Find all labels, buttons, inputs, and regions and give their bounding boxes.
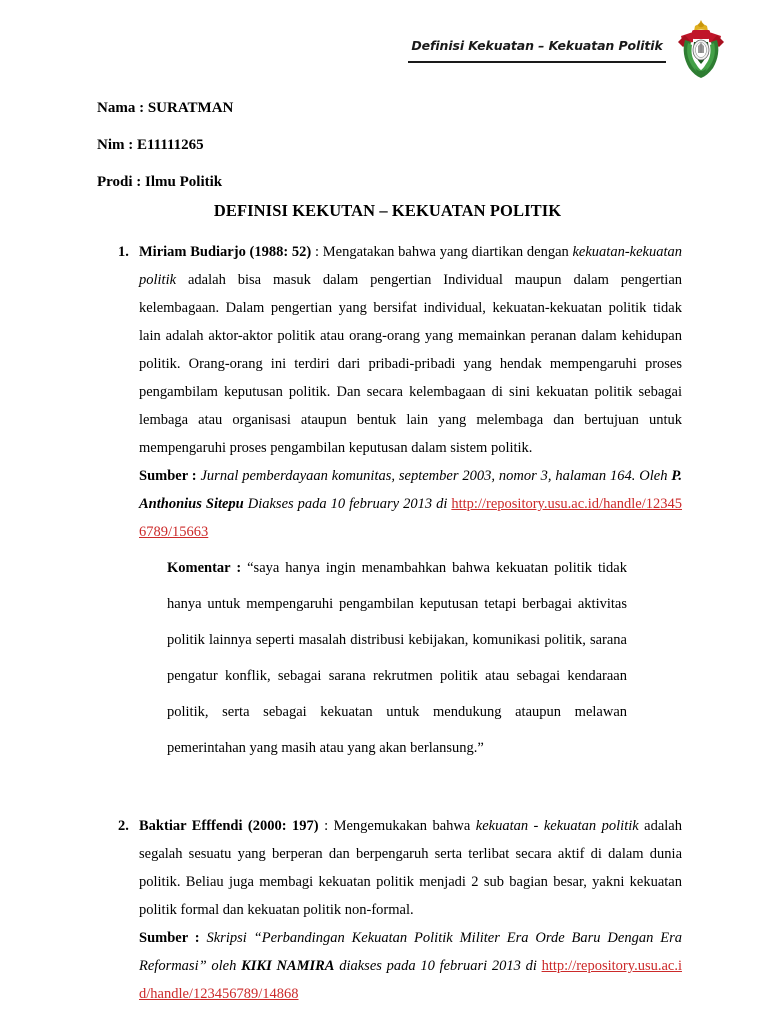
identity-nim: Nim : E11111265 (97, 137, 204, 153)
entry-1-source-label: Sumber (139, 468, 188, 484)
entry-1-marker: 1. (118, 244, 129, 260)
entry-1-emphasis: kekuatan-kekuatan politik (139, 244, 682, 288)
entry-2-source-text-b: diakses pada 10 februari 2013 di (334, 958, 542, 974)
entry-2-source-author: KIKI NAMIRA (241, 958, 335, 974)
entry-2-text-a: Mengemukakan bahwa (333, 818, 476, 834)
entry-1-source-author: P. Anthonius Sitepu (139, 468, 682, 512)
entry-2-paragraph (139, 812, 682, 924)
entry-1-comment-label: Komentar (167, 560, 231, 576)
entry-2 (97, 812, 682, 1008)
entry-1-body (139, 238, 682, 766)
entry-1-source (139, 462, 682, 546)
entry-2-colon: : (318, 818, 334, 834)
entry-1-paragraph (139, 238, 682, 462)
entry-1-text-a: Mengatakan bahwa yang diartikan dengan (322, 244, 573, 260)
identity-prodi: Prodi : Ilmu Politik (97, 174, 223, 190)
identity-nama: Nama : SURATMAN (97, 100, 234, 116)
entry-1-text-b: adalah bisa masuk dalam pengertian Individual maupun dalam pengertian kelembagaan. Dalam pengertian yang bersifat individual, kekuatan-kekuatan politik tidak lain adalah aktor-aktor politik atau orang-orang yang memainkan peranan dalam kehidupan politik. Orang-orang ini terdiri dari pribadi-pribadi yang hendak mempengaruhi proses pengambilam keputusan politik. Dan secara kelembagaan di sini kekuatan politik sebagai lembaga atau organisasi ataupun bentuk lain yang melembaga dan bertujuan untuk mempengaruhi proses pengambilan keputusan dalam sistem politik. (139, 272, 682, 456)
entry-2-author: Baktiar Efffendi (2000: 197) (139, 818, 319, 834)
entry-2-source-label: Sumber (139, 930, 188, 946)
entry-1-source-text-b: Diakses pada 10 february 2013 di (243, 496, 452, 512)
entry-2-source-colon: : (187, 930, 207, 946)
entry-2-marker: 2. (118, 818, 129, 834)
entry-1 (97, 238, 682, 766)
entry-1-source-colon: : (187, 468, 201, 484)
entry-2-text-b: adalah segalah sesuatu yang berperan dan berpengaruh serta terlibat secara aktif di dalam dunia politik. Beliau juga membagi kekuatan politik menjadi 2 sub bagian besar, yakni kekuatan politik formal dan kekuatan politik non-formal. (139, 818, 682, 918)
entry-2-source (139, 924, 682, 1008)
entry-1-source-text-a: Jurnal pemberdayaan komunitas, september 2003, nomor 3, halaman 164. Oleh (200, 468, 672, 484)
entry-1-comment (167, 550, 627, 766)
entry-1-author: Miriam Budiarjo (1988: 52) (139, 244, 312, 260)
header-title: Definisi Kekuatan – Kekuatan Politik (411, 38, 663, 53)
entry-2-source-text-a: Skripsi “Perbandingan Kekuatan Politik Militer Era Orde Baru Dengan Era Reformasi” oleh (139, 930, 682, 974)
entry-1-comment-colon: : (230, 560, 248, 576)
entry-2-emphasis: kekuatan - kekuatan politik (475, 818, 639, 834)
entry-1-comment-text: “saya hanya ingin menambahkan bahwa kekuatan politik tidak hanya untuk mempengaruhi pengambilan keputusan tetapi berbagai aktivitas politik lainnya seperti masalah distribusi kebijakan, komunikasi politik, sarana pengatur konflik, sebagai sarana rekrutmen politik atau sebagai kendaraan politik, serta sebagai kekuatan untuk mendukung ataupun melawan pemerintahan yang masih atau yang akan berlansung.” (167, 560, 627, 756)
document-title: DEFINISI KEKUTAN – KEKUATAN POLITIK (213, 201, 562, 220)
page-header (0, 0, 768, 86)
entry-2-source-link[interactable]: http://repository.usu.ac.id/handle/123456789/14868 (139, 958, 682, 1002)
header-rule (408, 61, 666, 63)
identity-block (97, 90, 497, 201)
document-content (97, 238, 682, 1008)
entry-2-body (139, 812, 682, 1008)
usu-university-emblem-icon (675, 18, 727, 80)
entry-1-source-link[interactable]: http://repository.usu.ac.id/handle/123456789/15663 (139, 496, 682, 540)
entry-1-colon: : (311, 244, 323, 260)
entry-spacer (97, 766, 682, 812)
